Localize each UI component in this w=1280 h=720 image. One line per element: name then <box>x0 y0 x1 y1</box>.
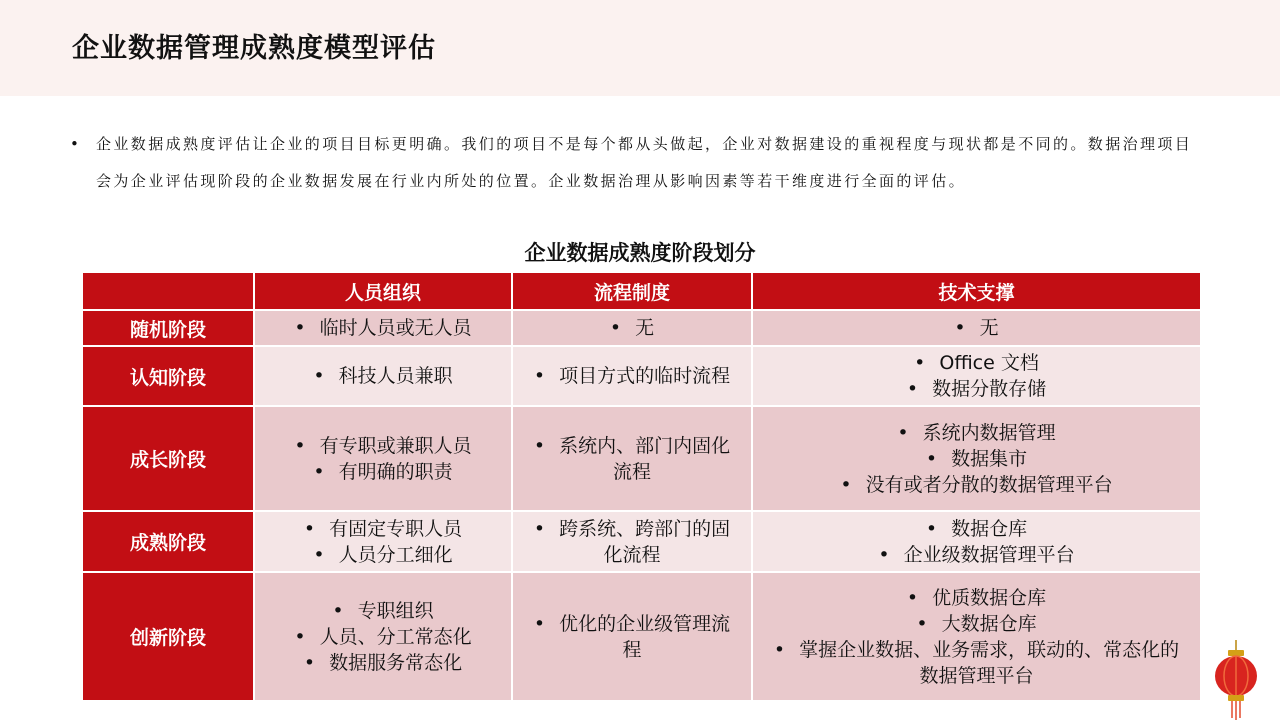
people-cell <box>254 310 512 346</box>
list-item: • 数据仓库 <box>753 516 1200 542</box>
column-header-process: 流程制度 <box>512 272 752 310</box>
list-item: • 数据集市 <box>753 446 1200 472</box>
stage-label: 成长阶段 <box>82 406 254 511</box>
list-item: • 数据分散存储 <box>753 376 1200 402</box>
list-item: • 优化的企业级管理流程 <box>531 611 733 663</box>
people-cell <box>254 511 512 572</box>
people-cell <box>254 346 512 406</box>
table-row <box>82 346 1201 406</box>
list-item: • 有明确的职责 <box>255 459 511 485</box>
page-title: 企业数据管理成熟度模型评估 <box>72 33 436 64</box>
column-header-tech: 技术支撑 <box>752 272 1201 310</box>
intro-paragraph <box>70 126 1195 200</box>
list-item: • 有专职或兼职人员 <box>255 433 511 459</box>
process-cell <box>512 346 752 406</box>
table-header-row <box>82 272 1201 310</box>
people-cell <box>254 572 512 701</box>
intro-bullet: • <box>70 135 82 153</box>
process-cell <box>512 511 752 572</box>
stage-label: 认知阶段 <box>82 346 254 406</box>
list-item: • Office 文档 <box>753 350 1200 376</box>
list-item: • 大数据仓库 <box>767 611 1186 637</box>
list-item: • 科技人员兼职 <box>255 363 511 389</box>
list-item: • 无 <box>753 315 1200 341</box>
list-item: • 没有或者分散的数据管理平台 <box>753 472 1200 498</box>
table-row <box>82 310 1201 346</box>
header-corner <box>82 272 254 310</box>
process-cell <box>512 310 752 346</box>
list-item: • 优质数据仓库 <box>767 585 1186 611</box>
list-item: • 无 <box>513 315 751 341</box>
list-item: • 临时人员或无人员 <box>255 315 511 341</box>
list-item: • 项目方式的临时流程 <box>531 363 733 389</box>
list-item: • 跨系统、跨部门的固化流程 <box>531 516 733 568</box>
tech-cell <box>752 346 1201 406</box>
list-item: • 人员分工细化 <box>255 542 511 568</box>
column-header-people: 人员组织 <box>254 272 512 310</box>
list-item: • 数据服务常态化 <box>255 650 511 676</box>
tech-cell <box>752 572 1201 701</box>
list-item: • 人员、分工常态化 <box>255 624 511 650</box>
table-title: 企业数据成熟度阶段划分 <box>524 241 756 265</box>
maturity-stage-table <box>81 271 1202 702</box>
list-item: • 掌握企业数据、业务需求，联动的、常态化的数据管理平台 <box>767 637 1186 689</box>
process-cell <box>512 572 752 701</box>
stage-label: 成熟阶段 <box>82 511 254 572</box>
people-cell <box>254 406 512 511</box>
tech-cell <box>752 310 1201 346</box>
tech-cell <box>752 511 1201 572</box>
table-row <box>82 572 1201 701</box>
list-item: • 系统内、部门内固化流程 <box>531 433 733 485</box>
lantern-icon <box>1212 640 1260 720</box>
list-item: • 有固定专职人员 <box>255 516 511 542</box>
intro-text: 企业数据成熟度评估让企业的项目目标更明确。我们的项目不是每个都从头做起，企业对数据建设的重视程度与现状都是不同的。数据治理项目会为企业评估现阶段的企业数据发展在行业内所处的位置。企业数据治理从影响因素等若干维度进行全面的评估。 <box>96 135 1193 190</box>
tech-cell <box>752 406 1201 511</box>
process-cell <box>512 406 752 511</box>
stage-label: 创新阶段 <box>82 572 254 701</box>
table-row <box>82 406 1201 511</box>
stage-label: 随机阶段 <box>82 310 254 346</box>
list-item: • 企业级数据管理平台 <box>753 542 1200 568</box>
list-item: • 专职组织 <box>255 598 511 624</box>
list-item: • 系统内数据管理 <box>753 420 1200 446</box>
table-row <box>82 511 1201 572</box>
